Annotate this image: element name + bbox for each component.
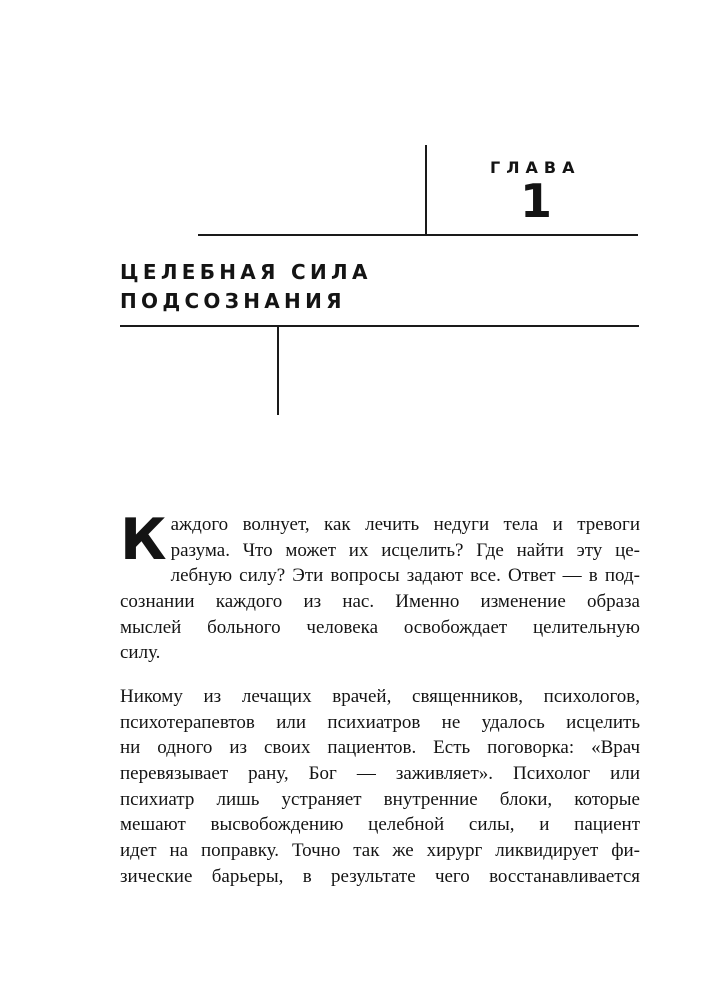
drop-cap: К xyxy=(120,507,167,573)
text-line: разума. Что может их исцелить? Где найти эту це- xyxy=(170,539,640,561)
paragraph-1 xyxy=(120,507,640,666)
text-line: сознании каждого из нас. Именно изменение образа xyxy=(120,591,640,613)
horizontal-rule-top xyxy=(198,234,638,236)
chapter-label: ГЛАВА xyxy=(490,158,581,177)
text-line: психотерапевтов или психиатров не удалось исцелить xyxy=(120,711,640,733)
text-line: лебную силу? Эти вопросы задают все. Ответ — в под- xyxy=(170,565,640,587)
vertical-rule-bottom xyxy=(277,326,279,415)
text-line: перевязывает рану, Бог — заживляет». Психолог или xyxy=(120,763,640,785)
text-line: ни одного из своих пациентов. Есть поговорка: «Врач xyxy=(120,737,640,759)
text-line: идет на поправку. Точно так же хирург ликвидирует фи- xyxy=(120,840,640,862)
chapter-title-line: ЦЕЛЕБНАЯ СИЛА xyxy=(120,260,372,284)
horizontal-rule-bottom xyxy=(120,325,639,327)
text-line: мешают высвобождению целебной силы, и пациент xyxy=(120,814,640,836)
text-line: психиатр лишь устраняет внутренние блоки, которые xyxy=(120,788,640,810)
text-line: зические барьеры, в результате чего восстанавливается xyxy=(120,865,640,887)
chapter-title-line: ПОДСОЗНАНИЯ xyxy=(120,289,346,313)
paragraph-2 xyxy=(120,684,640,890)
chapter-number: 1 xyxy=(519,174,552,228)
chapter-title xyxy=(120,258,372,316)
text-line: Никому из лечащих врачей, священников, психологов, xyxy=(120,686,640,707)
text-line: аждого волнует, как лечить недуги тела и тревоги xyxy=(170,514,640,535)
text-line: мыслей больного человека освобождает целительную xyxy=(120,616,640,638)
text-line: силу. xyxy=(120,642,161,664)
vertical-rule-top xyxy=(425,145,427,236)
